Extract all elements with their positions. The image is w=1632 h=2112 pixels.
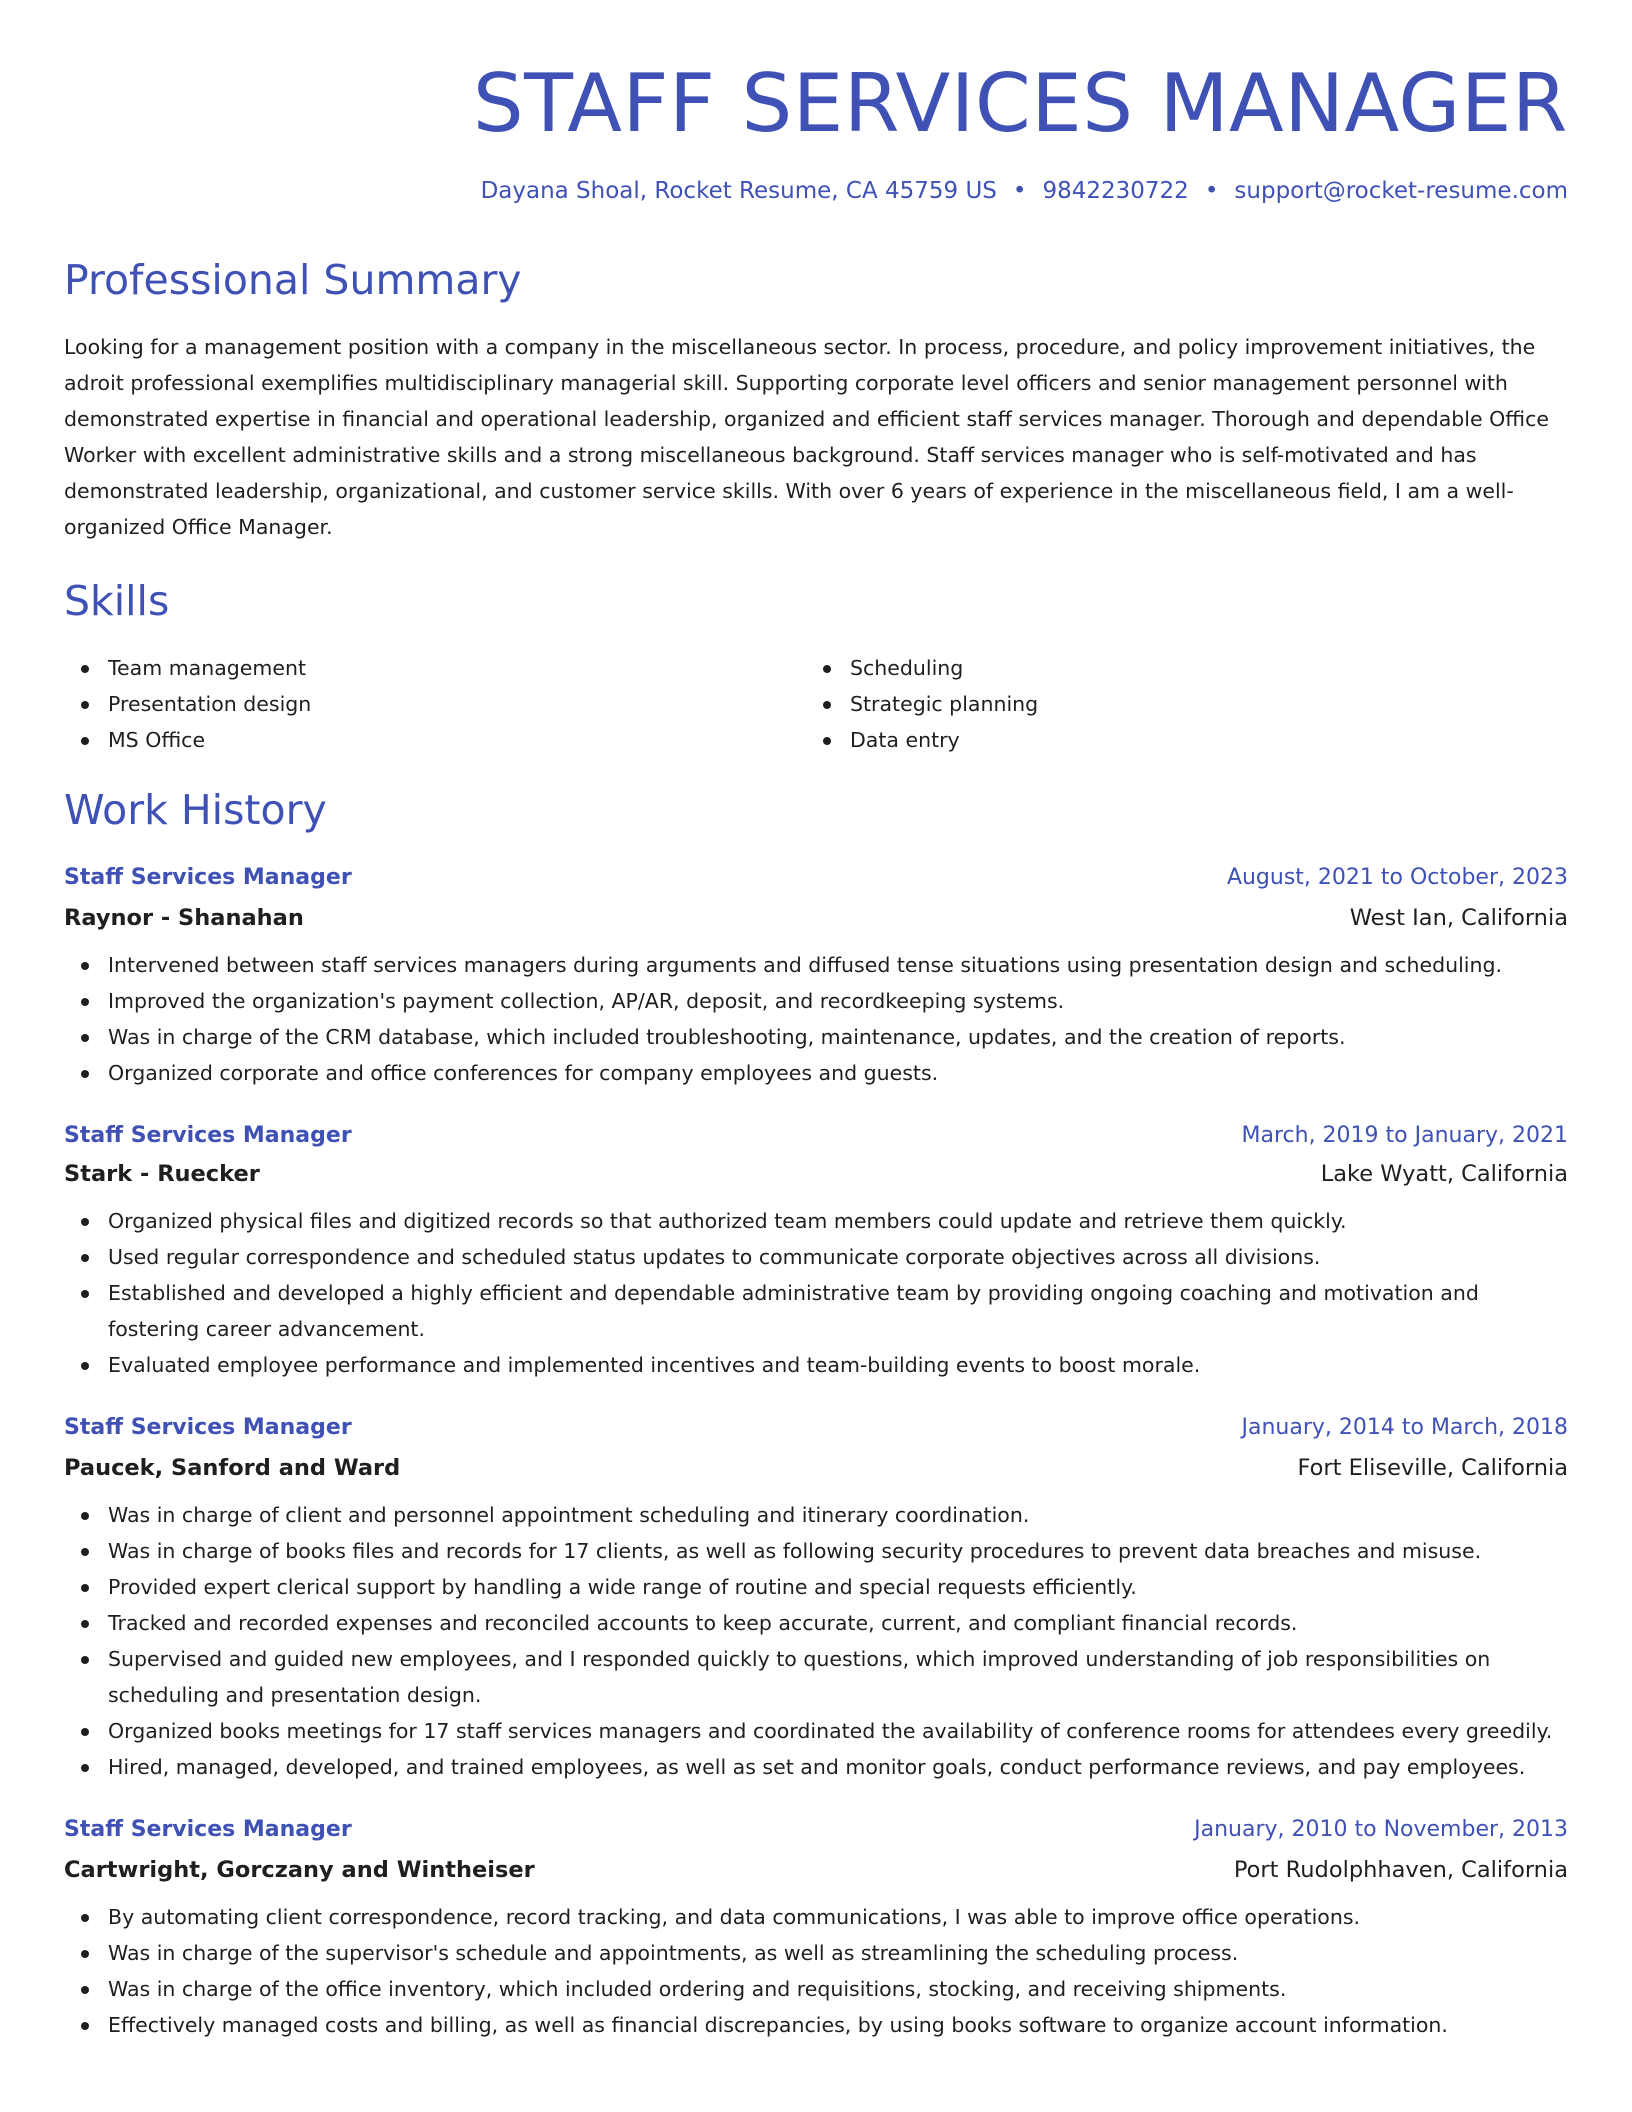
contact-separator: • [1012,178,1027,204]
job-duties [64,947,1568,1091]
job-duty: Improved the organization's payment collection, AP/AR, deposit, and recordkeeping systems. [64,983,1568,1019]
job-duties [64,1899,1568,2043]
skills-heading: Skills [64,577,170,625]
job-duty: Hired, managed, developed, and trained employees, as well as set and monitor goals, conduct performance reviews, and pay employees. [64,1749,1568,1785]
skills-column-right [806,650,1548,758]
job-duty: Was in charge of books files and records for 17 clients, as well as following security procedures to prevent data breaches and misuse. [64,1533,1568,1569]
contact-email[interactable]: support@rocket-resume.com [1234,178,1568,204]
job-duty: Was in charge of the CRM database, which included troubleshooting, maintenance, updates, and the creation of reports. [64,1019,1568,1055]
job-duty: Organized physical files and digitized records so that authorized team members could update and retrieve them quickly. [64,1203,1568,1239]
job-dates: January, 2014 to March, 2018 [1241,1415,1568,1440]
work-history-heading: Work History [64,786,327,834]
job-company-row [64,1443,1568,1483]
skill-item: Presentation design [64,686,806,722]
job-duty: Effectively managed costs and billing, as well as financial discrepancies, by using books software to organize account information. [64,2007,1568,2043]
job-duty: Established and developed a highly efficient and dependable administrative team by providing ongoing coaching and motivation and fostering career advancement. [64,1275,1568,1347]
job-location: Port Rudolphhaven, California [1233,1857,1568,1883]
job-entry [64,1413,1568,1785]
job-duty: Used regular correspondence and scheduled status updates to communicate corporate objectives across all divisions. [64,1239,1568,1275]
job-dates: January, 2010 to November, 2013 [1194,1817,1568,1842]
contact-phone: 9842230722 [1042,178,1189,204]
contact-separator: • [1204,178,1219,204]
contact-line [64,178,1568,204]
job-title: Staff Services Manager [64,1123,352,1148]
job-entry [64,1815,1568,2043]
job-title-row [64,863,1568,893]
job-title: Staff Services Manager [64,865,352,890]
job-company: Stark - Ruecker [64,1161,260,1187]
job-company-row [64,1149,1568,1189]
job-company-row [64,1845,1568,1885]
job-title-row [64,1815,1568,1845]
job-duty: Supervised and guided new employees, and I responded quickly to questions, which improved understanding of job responsibilities on scheduling and presentation design. [64,1641,1568,1713]
job-duties [64,1203,1568,1383]
job-duties [64,1497,1568,1785]
job-title-row [64,1413,1568,1443]
contact-address: Dayana Shoal, Rocket Resume, CA 45759 US [480,178,997,204]
skill-item: Strategic planning [806,686,1548,722]
summary-heading: Professional Summary [64,256,522,304]
job-title: Staff Services Manager [64,1817,352,1842]
job-location: Fort Eliseville, California [1297,1455,1568,1481]
job-title: Staff Services Manager [64,1415,352,1440]
skills-column-left [64,650,806,758]
job-duty: Was in charge of the office inventory, which included ordering and requisitions, stocking, and receiving shipments. [64,1971,1568,2007]
skills-list [64,650,1568,758]
job-title-row [64,1121,1568,1151]
job-duty: Organized corporate and office conferences for company employees and guests. [64,1055,1568,1091]
job-company: Cartwright, Gorczany and Wintheiser [64,1857,535,1883]
summary-text: Looking for a management position with a company in the miscellaneous sector. In process, procedure, and policy improvement initiatives, the adroit professional exemplifies multidisciplinary managerial skill. Supporting corporate level officers and senior management personnel with demonstrated expertise in financial and operational leadership, organized and efficient staff services manager. Thorough and dependable Office Worker with excellent administrative skills and a strong miscellaneous background. Staff services manager who is self-motivated and has demonstrated leadership, organizational, and customer service skills. With over 6 years of experience in the miscellaneous field, I am a well-organized Office Manager. [64,335,1549,539]
job-location: West Ian, California [1349,905,1568,931]
job-duty: Tracked and recorded expenses and reconciled accounts to keep accurate, current, and compliant financial records. [64,1605,1568,1641]
job-company-row [64,893,1568,933]
job-duty: Intervened between staff services managers during arguments and diffused tense situations using presentation design and scheduling. [64,947,1568,983]
job-entry [64,863,1568,1091]
job-company: Raynor - Shanahan [64,905,304,931]
job-dates: August, 2021 to October, 2023 [1226,865,1568,890]
job-duty: By automating client correspondence, record tracking, and data communications, I was able to improve office operations. [64,1899,1568,1935]
job-location: Lake Wyatt, California [1320,1161,1568,1187]
resume-page [64,0,1568,2043]
skill-item: MS Office [64,722,806,758]
skill-item: Data entry [806,722,1548,758]
job-duty: Organized books meetings for 17 staff services managers and coordinated the availability of conference rooms for attendees every greedily. [64,1713,1568,1749]
job-duty: Provided expert clerical support by handling a wide range of routine and special requests efficiently. [64,1569,1568,1605]
skill-item: Scheduling [806,650,1548,686]
job-duty: Was in charge of the supervisor's schedule and appointments, as well as streamlining the scheduling process. [64,1935,1568,1971]
job-duty: Was in charge of client and personnel appointment scheduling and itinerary coordination. [64,1497,1568,1533]
job-entry [64,1121,1568,1383]
job-duty: Evaluated employee performance and implemented incentives and team-building events to boost morale. [64,1347,1568,1383]
skill-item: Team management [64,650,806,686]
job-dates: March, 2019 to January, 2021 [1241,1123,1568,1148]
job-company: Paucek, Sanford and Ward [64,1455,401,1481]
resume-title: STAFF SERVICES MANAGER [472,57,1568,150]
